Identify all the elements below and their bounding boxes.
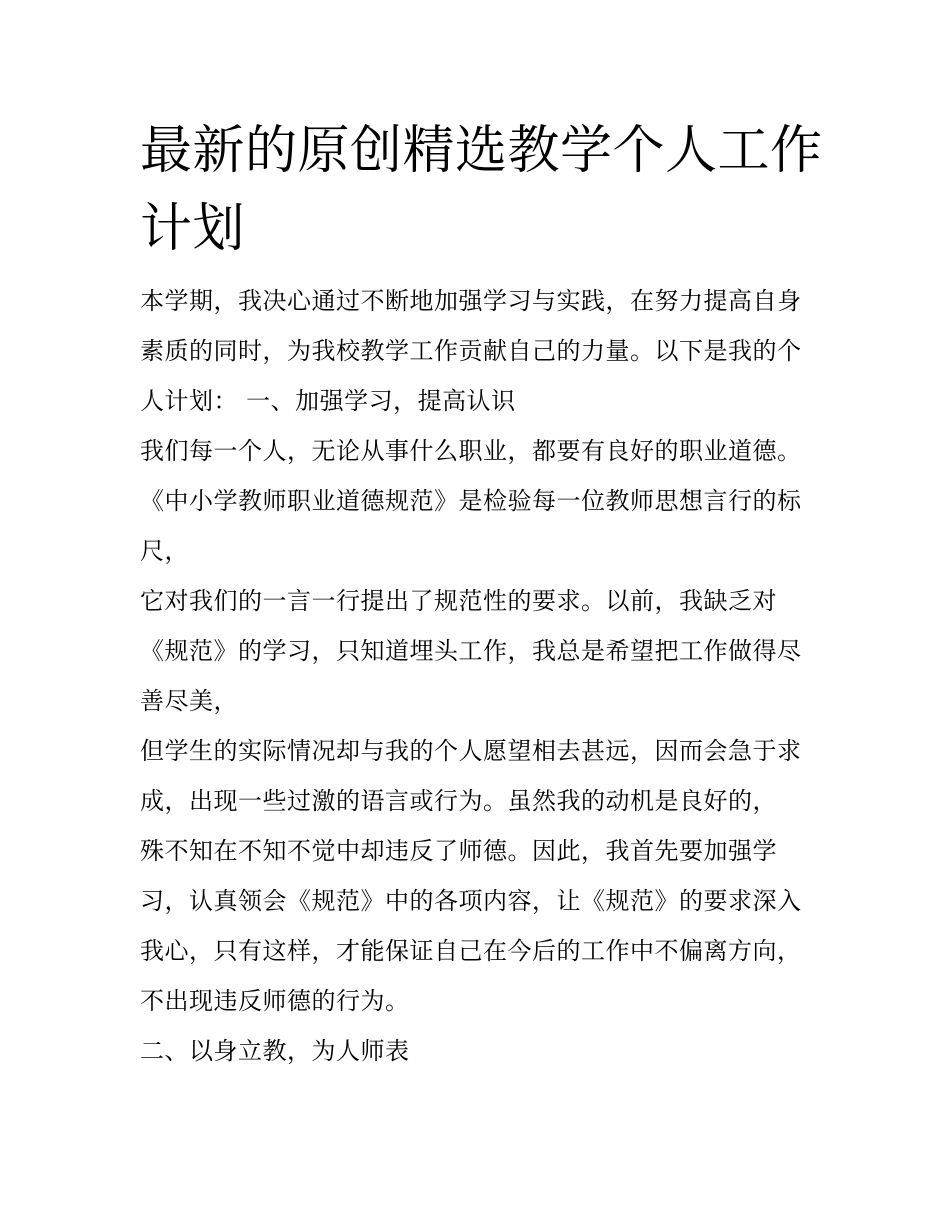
section-heading: 二、以身立教，为人师表 [140,1037,410,1065]
body-line: 尺， [140,537,189,565]
body-line: 不出现违反师德的行为。 [140,987,410,1015]
body-line: 《规范》的学习，只知道埋头工作，我总是希望把工作做得尽 [140,637,802,665]
document-title [140,112,823,268]
body-line: 《中小学教师职业道德规范》是检验每一位教师思想言行的标 [140,487,802,515]
body-line: 素质的同时，为我校教学工作贡献自己的力量。以下是我的个 [140,337,802,365]
body-line: 习，认真领会《规范》中的各项内容，让《规范》的要求深入 [140,887,802,915]
body-line: 我心，只有这样，才能保证自己在今后的工作中不偏离方向， [140,937,802,965]
body-line: 殊不知在不知不觉中却违反了师德。因此，我首先要加强学 [140,837,777,865]
body-line: 我们每一个人，无论从事什么职业，都要有良好的职业道德。 [140,437,802,465]
body-line: 本学期，我决心通过不断地加强学习与实践，在努力提高自身 [140,287,802,315]
body-line: 成，出现一些过激的语言或行为。虽然我的动机是良好的， [140,787,777,815]
body-line: 但学生的实际情况却与我的个人愿望相去甚远，因而会急于求 [140,737,802,765]
body-line: 它对我们的一言一行提出了规范性的要求。以前，我缺乏对 [140,587,777,615]
body-line: 人计划： 一、加强学习，提高认识 [140,387,516,415]
title-line: 最新的原创精选教学个人工作 [140,121,823,181]
body-line: 善尽美， [140,687,238,715]
title-line: 计划 [140,199,246,259]
document-body [140,276,820,1076]
